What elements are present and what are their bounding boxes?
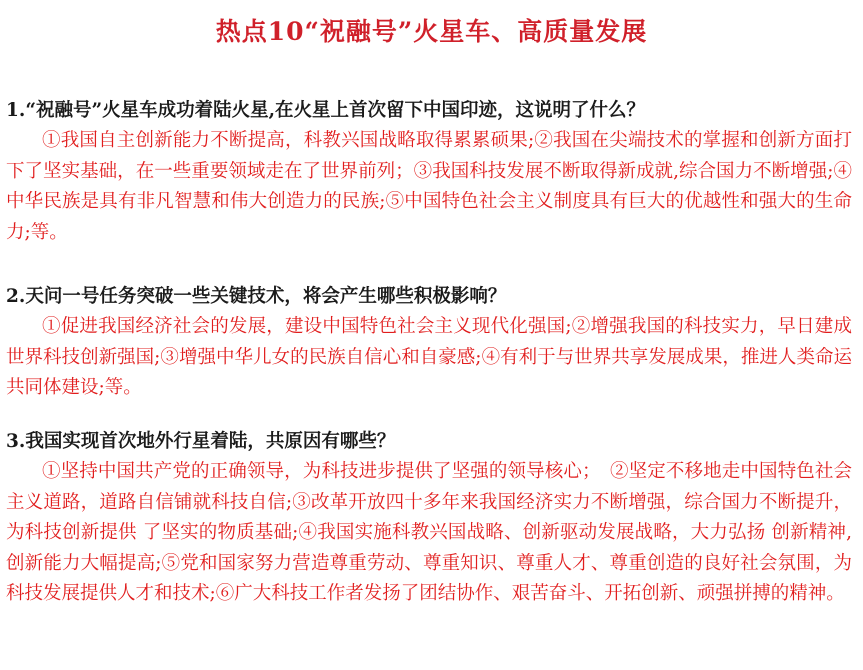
question-2: 2.天问一号任务突破一些关键技术，将会产生哪些积极影响？ xyxy=(6,286,507,307)
question-1: 1.“祝融号”火星车成功着陆火星,在火星上首次留下中国印迹，这说明了什么？ xyxy=(6,100,646,121)
answer-3: ①坚持中国共产党的正确领导，为科技进步提供了坚强的领导核心； ②坚定不移地走中国特色社会主义道路，道路自信铺就科技自信;③改革开放四十多年来我国经济实力不断增强，综合国力不断提升，为科技创新提供 了坚实的物质基础;④我国实施科教兴国战略、创新驱动发展战略，大力弘扬 创新精神,创新能力大幅提高;⑤党和国家努力营造尊重劳动、尊重知识、尊重人才、尊重创造的良好社会氛围，为科技发展提供人才和技术;⑥广大科技工作者发扬了团结协作、艰苦奋斗、开拓创新、顽强拼搏的精神。 xyxy=(6,461,852,604)
qa-section-3 xyxy=(6,427,852,610)
qa-section-1 xyxy=(6,96,852,248)
question-3: 3.我国实现首次地外行星着陆，共原因有哪些？ xyxy=(6,431,396,452)
page-title: 热点10“祝融号”火星车、高质量发展 xyxy=(215,17,648,46)
answer-2: ①促进我国经济社会的发展，建设中国特色社会主义现代化强国;②增强我国的科技实力，早日建成世界科技创新强国;③增强中华儿女的民族自信心和自豪感;④有利于与世界共享发展成果，推进人类命运共同体建设;等。 xyxy=(6,316,852,398)
qa-section-2 xyxy=(6,282,852,404)
answer-1: ①我国自主创新能力不断提高，科教兴国战略取得累累硕果;②我国在尖端技术的掌握和创新方面打下了坚实基础，在一些重要领域走在了世界前列；③我国科技发展不断取得新成就,综合国力不断增强;④中华民族是具有非凡智慧和伟大创造力的民族;⑤中国特色社会主义制度具有巨大的优越性和强大的生命力;等。 xyxy=(6,130,852,243)
